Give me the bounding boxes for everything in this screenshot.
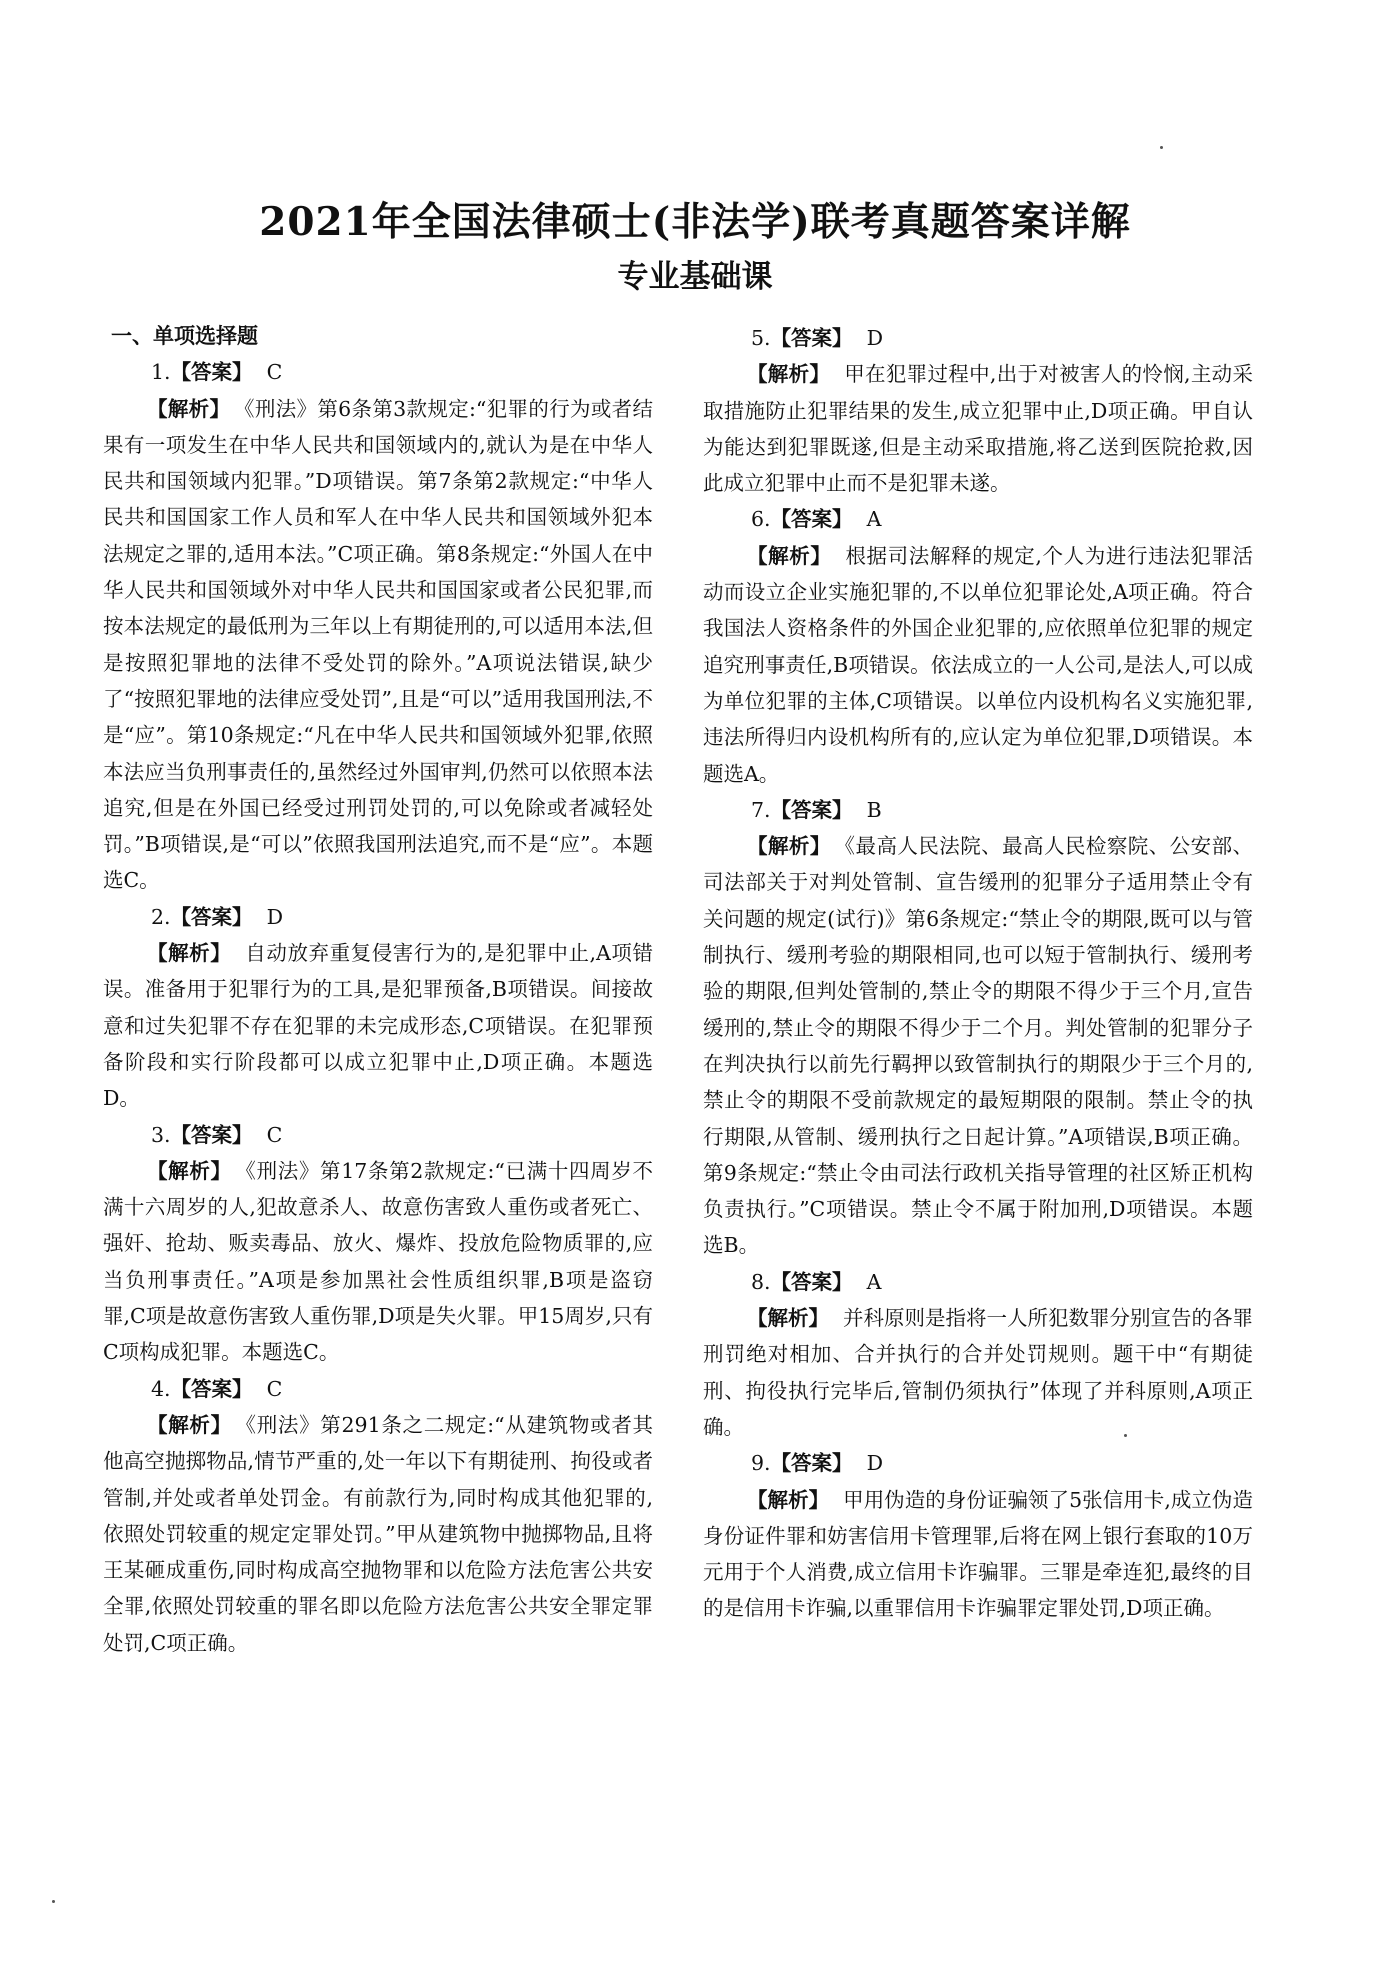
question-number: 9. [751,1451,771,1476]
explanation-label: 【解析】 [147,1158,232,1183]
answer-label: 【答案】 [770,1269,853,1294]
scan-speck [1160,146,1163,149]
explanation [103,1153,653,1371]
answer-value: A [866,1269,882,1294]
explanation [703,828,1253,1264]
explanation-label: 【解析】 [747,362,831,387]
explanation-text: 甲用伪造的身份证骗领了5张信用卡,成立伪造身份证件罪和妨害信用卡管理罪,后将在网上银行套取的10万元用于个人消费,成立信用卡诈骗罪。三罪是牵连犯,最终的目的是信用卡诈骗,以重罪信用卡诈骗罪定罪处罚,D项正确。 [703,1487,1253,1621]
answer-value: C [266,360,283,385]
question-1 [103,354,653,898]
question-number: 6. [751,507,771,532]
answer-line [103,354,653,390]
explanation-label: 【解析】 [147,1412,232,1437]
answer-value: D [866,1451,883,1476]
question-number: 3. [151,1122,171,1147]
page-subtitle: 专业基础课 [617,259,773,295]
explanation [703,1482,1253,1627]
answer-line [103,1371,653,1407]
question-number: 5. [751,326,771,350]
question-7 [703,792,1253,1264]
answer-label: 【答案】 [770,507,853,532]
answer-line [103,1117,653,1153]
right-column [703,320,1253,1627]
title-block [0,198,1390,298]
answer-line [103,899,653,935]
question-5 [703,320,1253,501]
answer-line [703,501,1253,537]
explanation [703,1300,1253,1445]
answer-label: 【答案】 [170,1376,253,1401]
explanation [103,391,653,899]
left-column [103,318,653,1661]
question-number: 1. [151,360,171,385]
question-8 [703,1264,1253,1445]
answer-label: 【答案】 [170,360,253,385]
explanation-label: 【解析】 [147,396,231,421]
answer-value: C [266,1122,283,1147]
explanation-label: 【解析】 [747,1487,830,1512]
page-title: 2021年全国法律硕士(非法学)联考真题答案详解 [259,199,1131,245]
explanation-text: 《最高人民法院、最高人民检察院、公安部、司法部关于对判处管制、宣告缓刑的犯罪分子适用禁止令有关问题的规定(试行)》第6条规定:“禁止令的期限,既可以与管制执行、缓刑考验的期限相同,也可以短于管制执行、缓刑考验的期限,但判处管制的,禁止令的期限不得少于三个月,宣告缓刑的,禁止令的期限不得少于二个月。判处管制的犯罪分子在判决执行以前先行羁押以致管制执行的期限少于三个月的,禁止令的期限不受前款规定的最短期限的限制。禁止令的执行期限,从管制、缓刑执行之日起计算。”A项错误,B项正确。第9条规定:“禁止令由司法行政机关指导管理的社区矫正机构负责执行。”C项错误。禁止令不属于附加刑,D项错误。本题选B。 [703,834,1254,1258]
answer-value: A [866,507,882,532]
answer-line [703,1445,1253,1481]
explanation-label: 【解析】 [747,834,831,859]
explanation [103,1407,653,1661]
explanation-text: 《刑法》第291条之二规定:“从建筑物或者其他高空抛掷物品,情节严重的,处一年以下有期徒刑、拘役或者管制,并处或者单处罚金。有前款行为,同时构成其他犯罪的,依照处罚较重的规定定罪处罚。”甲从建筑物中抛掷物品,且将王某砸成重伤,同时构成高空抛物罪和以危险方法危害公共安全罪,依照处罚较重的罪名即以危险方法危害公共安全罪定罪处罚,C项正确。 [103,1412,654,1655]
explanation-text: 根据司法解释的规定,个人为进行违法犯罪活动而设立企业实施犯罪的,不以单位犯罪论处,A项正确。符合我国法人资格条件的外国企业犯罪的,应依照单位犯罪的规定追究刑事责任,B项错误。依法成立的一人公司,是法人,可以成为单位犯罪的主体,C项错误。以单位内设机构名义实施犯罪,违法所得归内设机构所有的,应认定为单位犯罪,D项错误。本题选A。 [703,543,1254,786]
answer-label: 【答案】 [170,904,253,929]
question-number: 8. [751,1269,771,1294]
explanation-text: 甲在犯罪过程中,出于对被害人的怜悯,主动采取措施防止犯罪结果的发生,成立犯罪中止,D项正确。甲自认为能达到犯罪既遂,但是主动采取措施,将乙送到医院抢救,因此成立犯罪中止而不是犯罪未遂。 [703,362,1253,496]
question-number: 7. [751,797,771,822]
scan-speck [1124,1434,1127,1437]
answer-label: 【答案】 [770,1451,853,1476]
question-number: 4. [151,1376,171,1401]
explanation [703,538,1253,792]
question-number: 2. [151,904,171,929]
explanation [703,356,1253,501]
question-3 [103,1117,653,1371]
answer-value: C [266,1376,283,1401]
answer-label: 【答案】 [770,326,853,350]
answer-label: 【答案】 [770,797,853,822]
explanation [103,935,653,1116]
question-2 [103,899,653,1117]
question-6 [703,501,1253,791]
answer-value: D [266,904,283,929]
explanation-label: 【解析】 [747,543,832,568]
scan-speck [52,1900,55,1903]
answer-line [703,792,1253,828]
answer-value: D [866,326,883,350]
explanation-text: 《刑法》第6条第3款规定:“犯罪的行为或者结果有一项发生在中华人民共和国领域内的,就认为是在中华人民共和国领域内犯罪。”D项错误。第7条第2款规定:“中华人民共和国国家工作人员和军人在中华人民共和国领域外犯本法规定之罪的,适用本法。”C项正确。第8条规定:“外国人在中华人民共和国领域外对中华人民共和国国家或者公民犯罪,而按本法规定的最低刑为三年以上有期徒刑的,可以适用本法,但是按照犯罪地的法律不受处罚的除外。”A项说法错误,缺少了“按照犯罪地的法律应受处罚”,且是“可以”适用我国刑法,不是“应”。第10条规定:“凡在中华人民共和国领域外犯罪,依照本法应当负刑事责任的,虽然经过外国审判,仍然可以依照本法追究,但是在外国已经受过刑罚处罚的,可以免除或者减轻处罚。”B项错误,是“可以”依照我国刑法追究,而不是“应”。本题选C。 [103,396,653,893]
question-4 [103,1371,653,1661]
question-9 [703,1445,1253,1626]
explanation-text: 并科原则是指将一人所犯数罪分别宣告的各罪刑罚绝对相加、合并执行的合并处罚规则。题干中“有期徒刑、拘役执行完毕后,管制仍须执行”体现了并科原则,A项正确。 [703,1306,1253,1439]
section-heading: 一、单项选择题 [111,324,258,348]
explanation-text: 《刑法》第17条第2款规定:“已满十四周岁不满十六周岁的人,犯故意杀人、故意伤害致人重伤或者死亡、强奸、抢劫、贩卖毒品、放火、爆炸、投放危险物质罪的,应当负刑事责任。”A项是参加黑社会性质组织罪,B项是盗窃罪,C项是故意伤害致人重伤罪,D项是失火罪。甲15周岁,只有C项构成犯罪。本题选C。 [103,1158,654,1365]
explanation-text: 自动放弃重复侵害行为的,是犯罪中止,A项错误。准备用于犯罪行为的工具,是犯罪预备,B项错误。间接故意和过失犯罪不存在犯罪的未完成形态,C项错误。在犯罪预备阶段和实行阶段都可以成立犯罪中止,D项正确。本题选D。 [103,941,654,1111]
explanation-label: 【解析】 [747,1306,829,1331]
answer-value: B [866,797,882,822]
explanation-label: 【解析】 [147,941,232,966]
answer-line [703,1264,1253,1300]
answer-label: 【答案】 [170,1122,253,1147]
answer-line [703,320,1253,356]
